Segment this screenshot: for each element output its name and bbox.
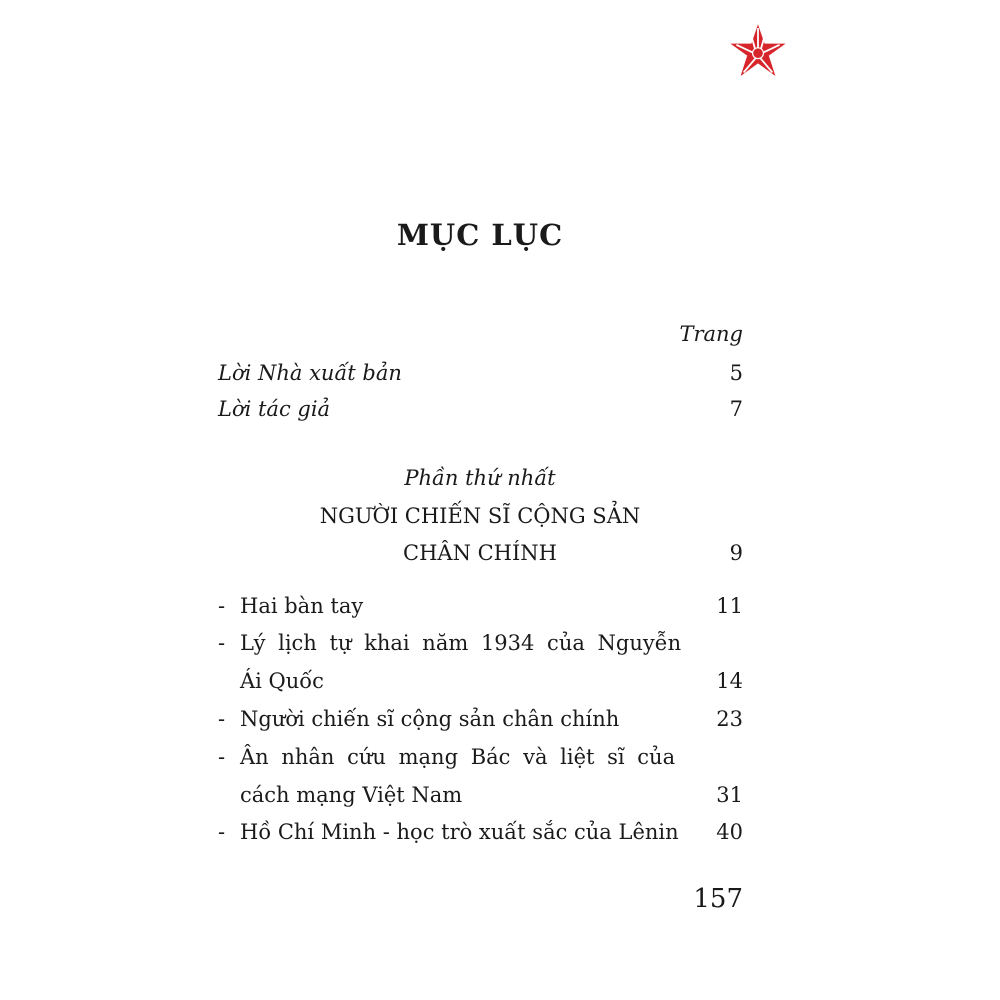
toc-entry-label: Lý lịch tự khai năm 1934 của Nguyễn (240, 631, 682, 655)
toc-entry[interactable] (0, 745, 1000, 781)
toc-entry-page: 31 (716, 783, 743, 807)
toc-entry[interactable] (0, 594, 1000, 630)
list-dash: - (218, 820, 226, 844)
toc-entry-page: 5 (729, 361, 743, 385)
toc-entry-page: 23 (716, 707, 743, 731)
toc-entry-continuation[interactable] (0, 669, 1000, 705)
toc-entry-front-matter[interactable] (0, 397, 1000, 433)
toc-entry-label-line-2: cách mạng Việt Nam (240, 783, 463, 807)
page-number: 157 (693, 884, 743, 914)
toc-entry-label: Ân nhân cứu mạng Bác và liệt sĩ của (240, 745, 676, 769)
toc-entry-label-line-2: Ái Quốc (240, 669, 324, 693)
toc-entry[interactable] (0, 631, 1000, 667)
toc-entry-label: Lời tác giả (218, 397, 331, 421)
toc-entry-label: Hồ Chí Minh - học trò xuất sắc của Lênin (240, 820, 679, 844)
part-title-line-1: NGƯỜI CHIẾN SĨ CỘNG SẢN (319, 504, 641, 528)
page-column-header (0, 322, 1000, 358)
toc-entry-page: 7 (729, 397, 743, 421)
toc-entry-label: Người chiến sĩ cộng sản chân chính (240, 707, 620, 731)
toc-entry-label: Lời Nhà xuất bản (218, 361, 402, 385)
toc-entry-part[interactable] (0, 541, 1000, 577)
page-title: MỤC LỤC (396, 218, 564, 252)
toc-entry-page: 9 (729, 541, 743, 565)
toc-entry-label: Hai bàn tay (240, 594, 364, 618)
list-dash: - (218, 631, 226, 655)
toc-entry[interactable] (0, 820, 1000, 856)
toc-entry-page: 11 (716, 594, 743, 618)
toc-entry-front-matter[interactable] (0, 361, 1000, 397)
part-label: Phần thứ nhất (404, 466, 556, 490)
page-column-label: Trang (679, 322, 743, 346)
publisher-star-logo-icon (728, 22, 788, 82)
toc-entry-page: 14 (716, 669, 743, 693)
list-dash: - (218, 707, 226, 731)
part-title-line-2: CHÂN CHÍNH (403, 541, 557, 565)
toc-entry[interactable] (0, 707, 1000, 743)
list-dash: - (218, 745, 226, 769)
list-dash: - (218, 594, 226, 618)
toc-entry-continuation[interactable] (0, 783, 1000, 819)
toc-entry-page: 40 (716, 820, 743, 844)
